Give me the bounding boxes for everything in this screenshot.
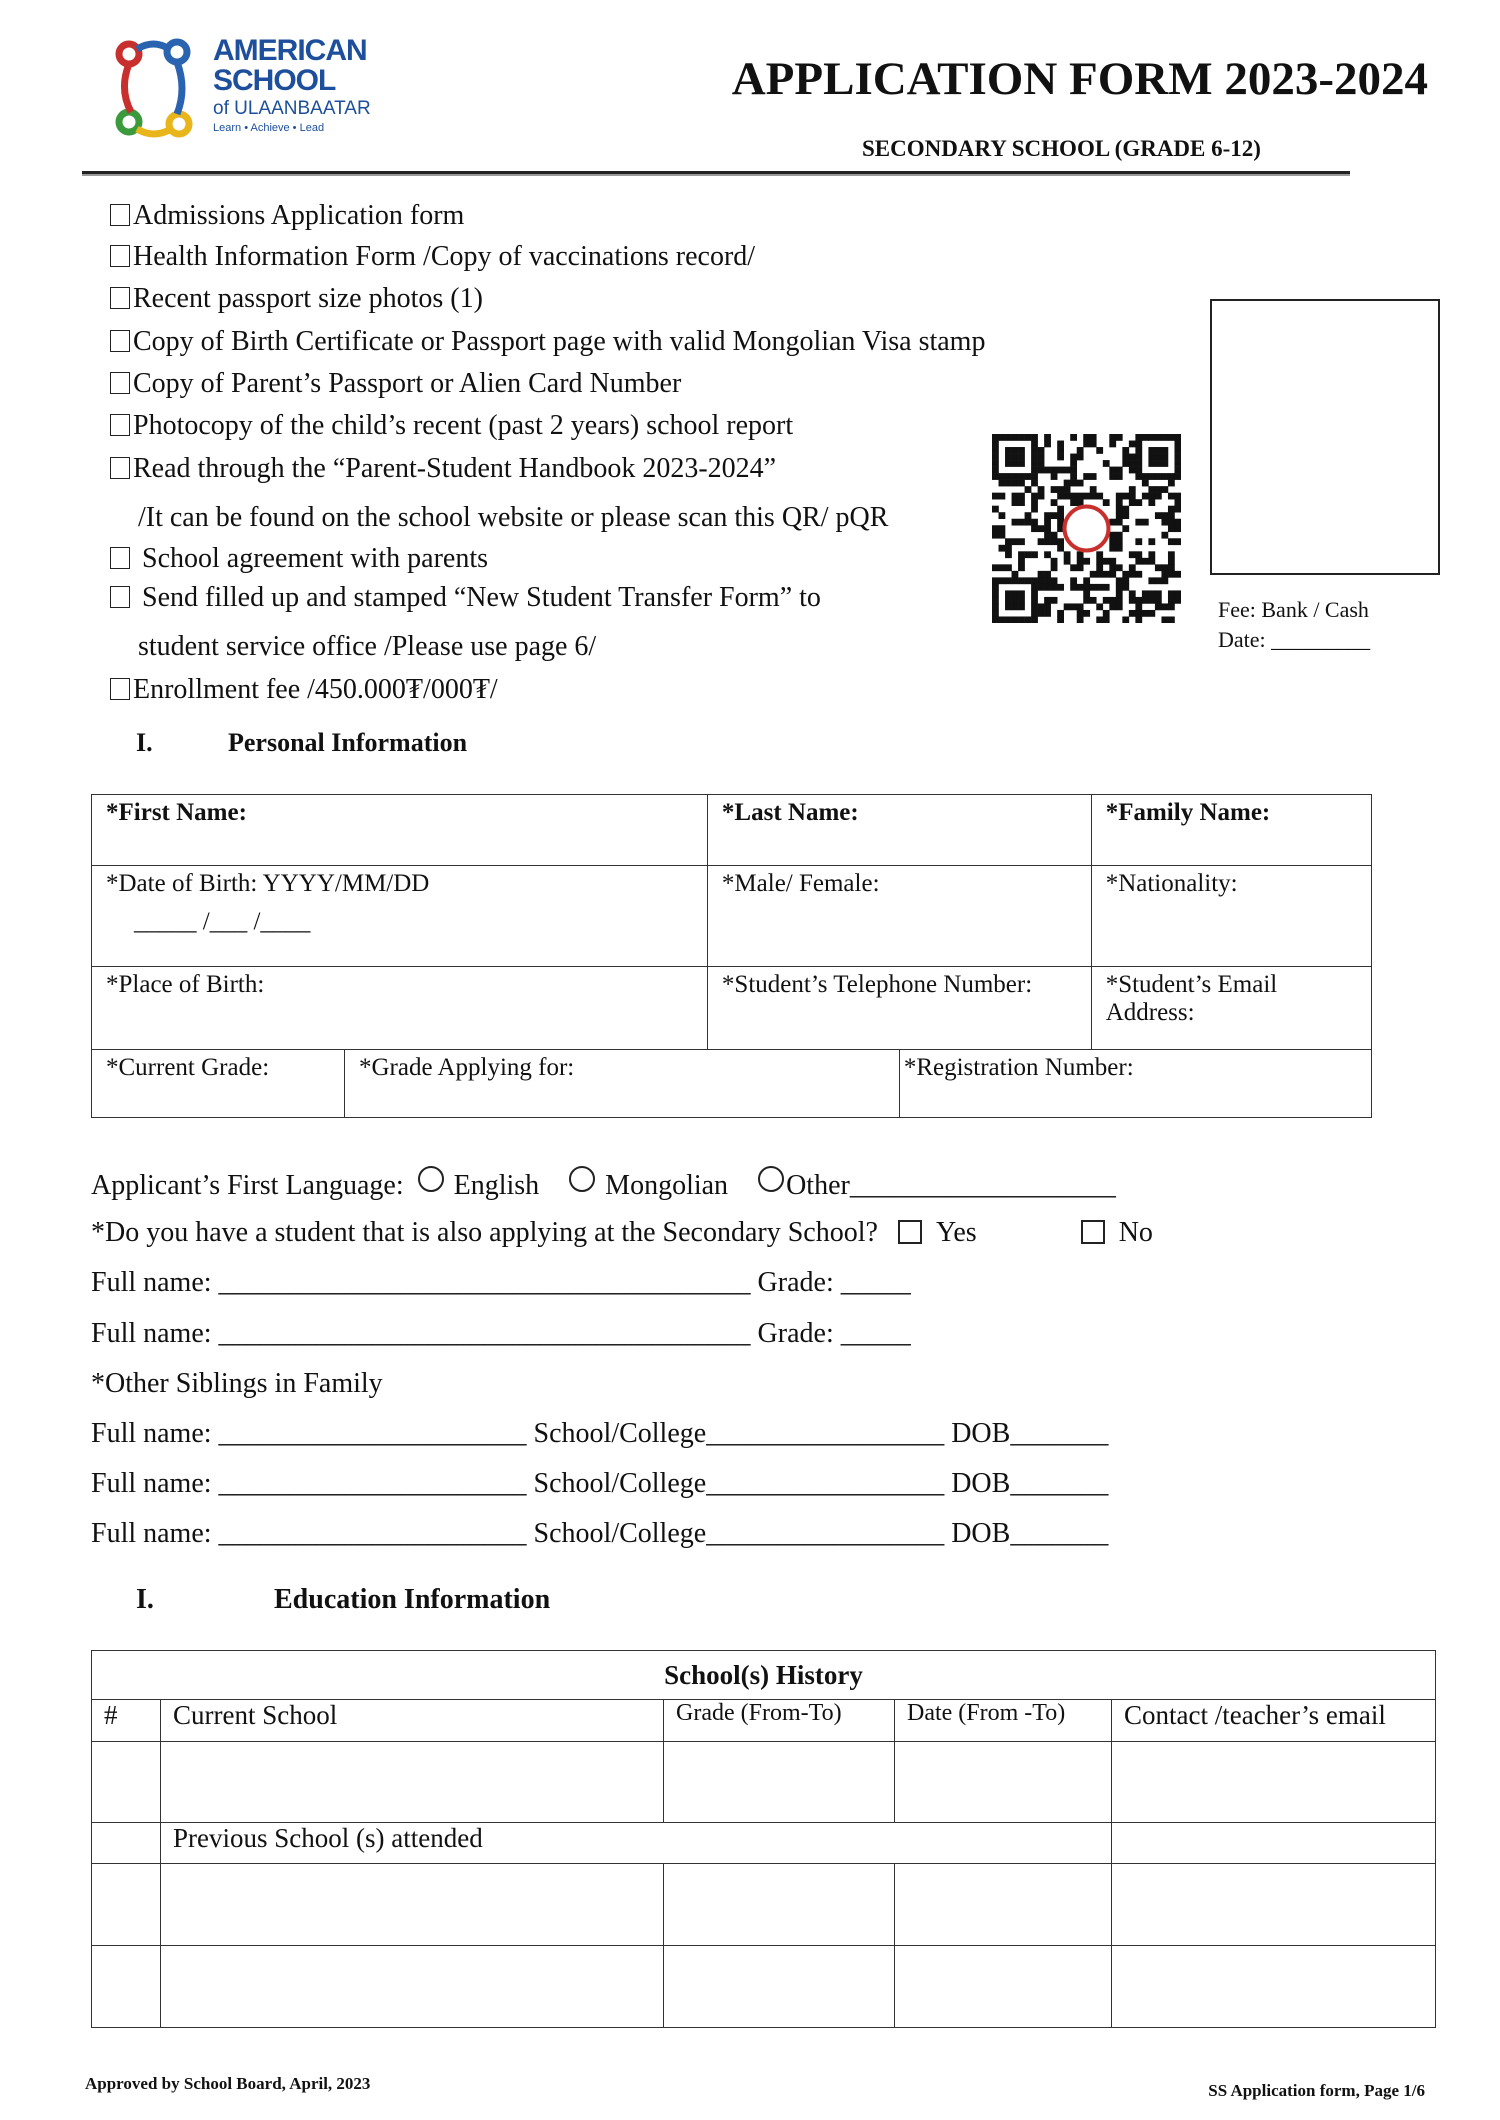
checklist-label: Copy of Parent’s Passport or Alien Card Number xyxy=(133,368,682,399)
checklist-item[interactable] xyxy=(110,241,755,273)
checklist-item[interactable] xyxy=(110,283,483,315)
checkbox[interactable] xyxy=(110,586,130,608)
page-subtitle: SECONDARY SCHOOL (GRADE 6-12) xyxy=(862,136,1261,161)
last-name-field[interactable]: *Last Name: xyxy=(707,795,1091,866)
sibling-applying-row xyxy=(91,1217,1153,1249)
grade-applying-field[interactable]: *Grade Applying for: xyxy=(345,1050,900,1118)
table-title: School(s) History xyxy=(92,1651,1436,1700)
transfer-note: student service office /Please use page 6/ xyxy=(138,631,597,662)
registration-number-field[interactable]: *Registration Number: xyxy=(899,1050,1371,1118)
other-sibling-line[interactable]: Full name: ______________________ School/College_________________ DOB_______ xyxy=(91,1418,1109,1449)
fee-method: Fee: Bank / Cash xyxy=(1218,597,1369,622)
page-title: APPLICATION FORM 2023-2024 xyxy=(731,53,1428,105)
radio-other[interactable] xyxy=(758,1166,784,1192)
table-row[interactable] xyxy=(92,1946,1436,2028)
checklist-item[interactable] xyxy=(110,453,776,485)
previous-schools-label: Previous School (s) attended xyxy=(161,1823,1112,1864)
question-label: *Do you have a student that is also applying at the Secondary School? xyxy=(91,1217,878,1248)
checklist-label: Health Information Form /Copy of vaccinations record/ xyxy=(133,241,756,272)
checkbox[interactable] xyxy=(110,330,130,352)
other-sibling-line[interactable]: Full name: ______________________ School/College_________________ DOB_______ xyxy=(91,1468,1109,1499)
option-label: Mongolian xyxy=(605,1170,729,1201)
first-language-row xyxy=(91,1166,1116,1202)
checkbox[interactable] xyxy=(110,245,130,267)
fee-date: Date: _________ xyxy=(1218,627,1371,652)
footer-approval: Approved by School Board, April, 2023 xyxy=(85,2074,371,2093)
section-heading-education: Education Information xyxy=(274,1584,551,1615)
checklist-label: Read through the “Parent-Student Handbook 2023-2024” xyxy=(133,453,777,484)
section-number: I. xyxy=(136,728,153,757)
sibling-name-line[interactable]: Full name: ______________________________________ Grade: _____ xyxy=(91,1318,911,1349)
checklist-label: School agreement with parents xyxy=(142,543,489,574)
checklist-label: Send filled up and stamped “New Student Transfer Form” to xyxy=(142,582,821,613)
column-header: Contact /teacher’s email xyxy=(1112,1700,1436,1742)
checklist-label: Copy of Birth Certificate or Passport page with valid Mongolian Visa stamp xyxy=(133,326,986,357)
column-header: Current School xyxy=(161,1700,664,1742)
checkbox[interactable] xyxy=(110,457,130,479)
nationality-field[interactable]: *Nationality: xyxy=(1091,866,1371,967)
checklist-item[interactable] xyxy=(110,326,985,358)
section-heading-personal: Personal Information xyxy=(228,728,468,757)
email-field[interactable]: *Student’s Email Address: xyxy=(1091,967,1371,1050)
checklist-item[interactable] xyxy=(110,368,681,400)
phone-field[interactable]: *Student’s Telephone Number: xyxy=(707,967,1091,1050)
photo-box xyxy=(1210,299,1440,575)
radio-english[interactable] xyxy=(418,1166,444,1192)
no-label: No xyxy=(1118,1217,1153,1248)
checkbox[interactable] xyxy=(110,414,130,436)
footer-page: SS Application form, Page 1/6 xyxy=(1208,2081,1425,2100)
table-row[interactable] xyxy=(92,1742,1436,1823)
other-language-input[interactable]: Other___________________ xyxy=(786,1170,1116,1201)
place-of-birth-field[interactable]: *Place of Birth: xyxy=(92,967,708,1050)
school-history-table xyxy=(91,1650,1436,2028)
logo-tagline: Learn • Achieve • Lead xyxy=(213,122,325,134)
family-name-field[interactable]: *Family Name: xyxy=(1091,795,1371,866)
section-number: I. xyxy=(136,1584,154,1615)
first-name-field[interactable]: *First Name: xyxy=(92,795,708,866)
qr-code[interactable] xyxy=(992,434,1181,623)
checkbox[interactable] xyxy=(110,287,130,309)
checklist-label: Enrollment fee /450.000₮/000₮/ xyxy=(133,674,498,705)
column-header: Date (From -To) xyxy=(895,1700,1112,1742)
sibling-name-line[interactable]: Full name: ______________________________________ Grade: _____ xyxy=(91,1267,911,1298)
checkbox[interactable] xyxy=(110,372,130,394)
checklist-item[interactable] xyxy=(110,582,821,614)
column-header: # xyxy=(92,1700,161,1742)
header-divider xyxy=(82,171,1350,176)
checkbox[interactable] xyxy=(110,678,130,700)
checkbox-yes[interactable] xyxy=(898,1220,922,1244)
radio-mongolian[interactable] xyxy=(569,1166,595,1192)
logo-text-school: SCHOOL xyxy=(213,64,336,97)
checklist-label: Admissions Application form xyxy=(133,200,465,231)
checklist-item[interactable] xyxy=(110,410,793,442)
checklist-item[interactable] xyxy=(110,674,498,706)
current-grade-field[interactable]: *Current Grade: xyxy=(92,1050,345,1118)
other-sibling-line[interactable]: Full name: ______________________ School/College_________________ DOB_______ xyxy=(91,1518,1109,1549)
checklist-label: Recent passport size photos (1) xyxy=(133,283,483,314)
personal-info-table xyxy=(91,794,1372,1118)
checklist-item[interactable] xyxy=(110,200,464,232)
checkbox-no[interactable] xyxy=(1081,1220,1105,1244)
dob-field[interactable]: *Date of Birth: YYYY/MM/DD _____ /___ /____ xyxy=(92,866,708,967)
column-header: Grade (From-To) xyxy=(664,1700,895,1742)
gender-field[interactable]: *Male/ Female: xyxy=(707,866,1091,967)
option-label: English xyxy=(453,1170,540,1201)
other-siblings-heading: *Other Siblings in Family xyxy=(91,1368,383,1399)
yes-label: Yes xyxy=(935,1217,977,1248)
checkbox[interactable] xyxy=(110,547,130,569)
logo-text-city: of ULAANBAATAR xyxy=(213,98,371,119)
table-row[interactable] xyxy=(92,1864,1436,1946)
qr-logo-icon xyxy=(1065,507,1109,551)
handbook-note: /It can be found on the school website or please scan this QR/ pQR xyxy=(138,502,889,533)
logo-text-american: AMERICAN xyxy=(213,34,367,67)
checkbox[interactable] xyxy=(110,204,130,226)
language-label: Applicant’s First Language: xyxy=(91,1170,404,1201)
checklist-label: Photocopy of the child’s recent (past 2 years) school report xyxy=(133,410,794,441)
checklist-item[interactable] xyxy=(110,543,488,575)
